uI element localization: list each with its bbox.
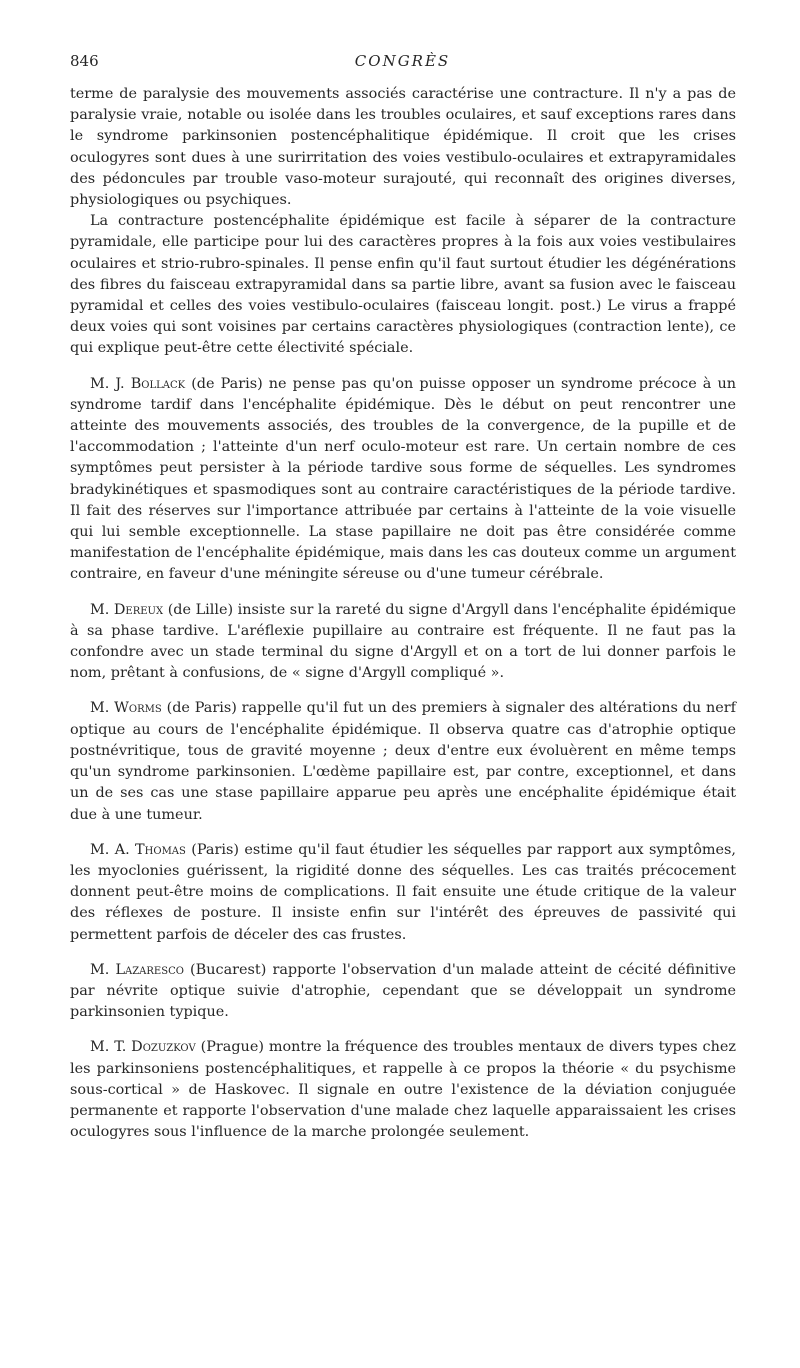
speaker-name: M. Lazaresco: [90, 961, 184, 978]
speaker-name: M. A. Thomas: [90, 841, 186, 858]
paragraph-dereux: [70, 600, 736, 685]
paragraph-dozuzkov: [70, 1037, 736, 1143]
page-header: [70, 52, 735, 78]
body-text: [70, 84, 736, 1143]
paragraph-text: terme de paralysie des mouvements associés caractérise une contracture. Il n'y a pas de paralysie vraie, notable ou isolée dans les troubles oculaires, et sauf exceptions rares dans le syndrome parkinsonien postencéphalitique épidémique. Il croit que les crises oculogyres sont dues à une surirritation des voies vestibulo-oculaires et extrapyramidales des pédoncules par trouble vaso-moteur surajouté, qui reconnaît des origines diverses, physiologiques ou psychiques.: [70, 86, 736, 209]
speaker-name: M. Worms: [90, 700, 162, 717]
paragraph-text: (Paris) estime qu'il faut étudier les séquelles par rapport aux symptômes, les myoclonies guérissent, la rigidité donne des séquelles. Les cas traités précocement donnent peut-être moins de complications. Il fait ensuite une étude critique de la valeur des réflexes de posture. Il insiste enfin sur l'intérêt des épreuves de passivité qui permettent parfois de déceler des cas frustes.: [70, 841, 736, 943]
paragraph-bollack: [70, 374, 736, 586]
page-number: 846: [70, 52, 99, 70]
paragraph-text: (de Paris) ne pense pas qu'on puisse opposer un syndrome précoce à un syndrome tardif dans l'encéphalite épidémique. Dès le début on peut rencontrer une atteinte des mouvements associés, des troubles de la convergence, de la pupille et de l'accommodation ; l'atteinte d'un nerf oculo-moteur est rare. Un certain nombre de ces symptômes peut persister à la période tardive sous forme de séquelles. Les syndromes bradykinétiques et spasmodiques sont au contraire caractéristiques de la période tardive. Il fait des réserves sur l'importance attribuée par certains à l'atteinte de la voie visuelle qui lui semble exceptionnelle. La stase papillaire ne doit pas être considérée comme manifestation de l'encéphalite épidémique, mais dans les cas douteux comme un argument contraire, en faveur d'une méningite séreuse ou d'une tumeur cérébrale.: [70, 375, 736, 583]
paragraph-continued: [70, 84, 736, 211]
paragraph-text: (Bucarest) rapporte l'observation d'un malade atteint de cécité définitive par névrite optique suivie d'atrophie, cependant que se développait un syndrome parkinsonien typique.: [70, 961, 736, 1021]
paragraph-text: (de Lille) insiste sur la rareté du signe d'Argyll dans l'encéphalite épidémique à sa phase tardive. L'aréflexie pupillaire au contraire est fréquente. Il ne faut pas la confondre avec un stade terminal du signe d'Argyll et on a tort de lui donner parfois le nom, prêtant à confusions, de « signe d'Argyll compliqué ».: [70, 601, 736, 682]
paragraph-thomas: [70, 840, 736, 946]
paragraph-lazaresco: [70, 960, 736, 1024]
speaker-name: M. T. Dozuzkov: [90, 1039, 196, 1056]
speaker-name: M. Dereux: [90, 601, 164, 618]
paragraph: [70, 211, 736, 359]
paragraph-text: La contracture postencéphalite épidémique est facile à séparer de la contracture pyramidale, elle participe pour lui des caractères propres à la fois aux voies vestibulaires oculaires et strio-rubro-spinales. Il pense enfin qu'il faut surtout étudier les dégénérations des fibres du faisceau extrapyramidal dans sa partie libre, avant sa fusion avec le faisceau pyramidal et celles des voies vestibulo-oculaires (faisceau longit. post.) Le virus a frappé deux voies qui sont voisines par certains caractères physiologiques (contraction lente), ce qui explique peut-être cette électivité spéciale.: [70, 213, 736, 357]
paragraph-text: (de Paris) rappelle qu'il fut un des premiers à signaler des altérations du nerf optique au cours de l'encéphalite épidémique. Il observa quatre cas d'atrophie optique postnévritique, tous de gravité moyenne ; deux d'entre eux évoluèrent en même temps qu'un syndrome parkinsonien. L'œdème papillaire est, par contre, exceptionnel, et dans un de ses cas une stase papillaire apparue peu après une encéphalite épidémique était due à une tumeur.: [70, 700, 736, 823]
paragraph-worms: [70, 698, 736, 825]
paragraph-text: (Prague) montre la fréquence des troubles mentaux de divers types chez les parkinsoniens postencéphalitiques, et rappelle à ce propos la théorie « du psychisme sous-cortical » de Haskovec. Il signale en outre l'existence de la déviation conjuguée permanente et rapporte l'observation d'une malade chez laquelle apparaissaient les crises oculogyres sous l'influence de la marche prolongée seulement.: [70, 1039, 736, 1141]
speaker-name: M. J. Bollack: [90, 375, 186, 392]
running-title: CONGRÈS: [354, 52, 451, 70]
